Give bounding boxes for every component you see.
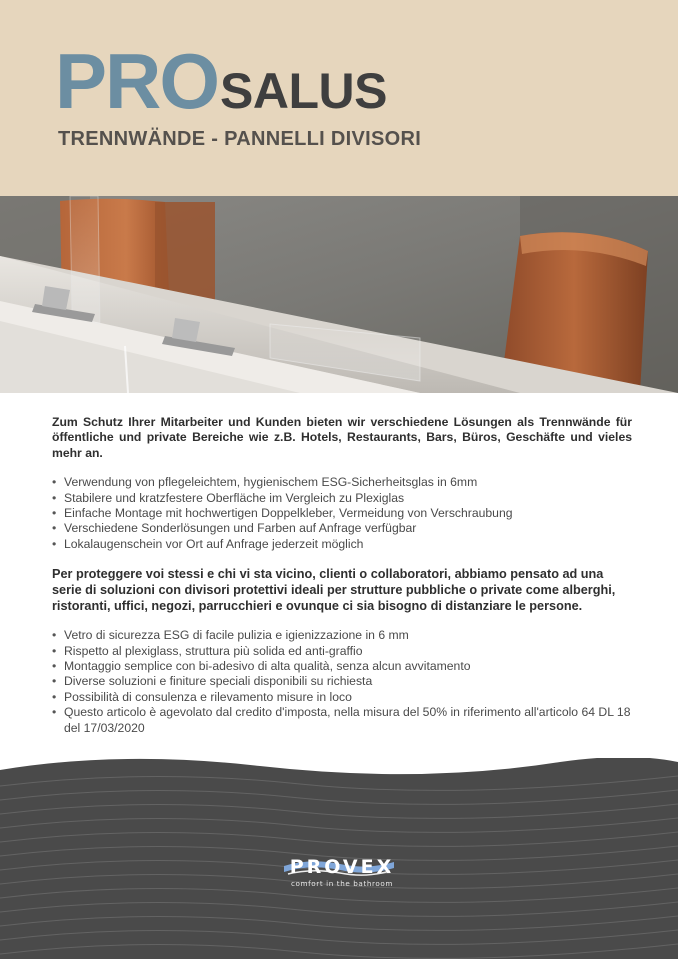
brand-name: PROVEX <box>289 856 395 878</box>
main-content <box>52 415 632 750</box>
brand-tagline: comfort in the bathroom <box>291 879 393 888</box>
page-subtitle: TRENNWÄNDE - PANNELLI DIVISORI <box>58 128 422 150</box>
list-item: • Diverse soluzioni e finiture speciali disponibili su richiesta <box>52 674 632 689</box>
italian-bullet-list <box>52 628 632 736</box>
italian-intro: Per proteggere voi stessi e chi vi sta vicino, clienti o collaboratori, abbiamo pensato ad una serie di soluzioni con divisori protettivi ideali per strutture pubbliche o private come alberghi, ristoranti, uffici, negozi, parrucchieri e ovunque ci sia bisogno di distanziare le persone. <box>52 567 616 614</box>
list-item: • Possibilità di consulenza e rilevamento misure in loco <box>52 690 632 705</box>
list-item: • Questo articolo è agevolato dal credito d'imposta, nella misura del 50% in riferimento all'articolo 64 DL 18 del 17/03/2020 <box>52 705 632 736</box>
list-item: • Verwendung von pflegeleichtem, hygienischem ESG-Sicherheitsglas in 6mm <box>52 475 632 490</box>
list-item: • Stabilere und kratzfestere Oberfläche im Vergleich zu Plexiglas <box>52 491 632 506</box>
german-bullet-list <box>52 475 632 552</box>
footer-brand <box>284 856 400 888</box>
list-item: • Rispetto al plexiglass, struttura più solida ed anti-graffio <box>52 644 632 659</box>
german-intro: Zum Schutz Ihrer Mitarbeiter und Kunden bieten wir verschiedene Lösungen als Trennwände für öffentliche und private Bereiche wie z.B. Hotels, Restaurants, Bars, Büros, Geschäfte und vieles mehr an. <box>52 415 632 460</box>
product-photo <box>0 196 678 393</box>
list-item: • Montaggio semplice con bi-adesivo di alta qualità, senza alcun avvitamento <box>52 659 632 674</box>
list-item: • Vetro di sicurezza ESG di facile pulizia e igienizzazione in 6 mm <box>52 628 632 643</box>
logo-pro-text: PRO <box>55 37 219 125</box>
list-item: • Lokalaugenschein vor Ort auf Anfrage jederzeit möglich <box>52 537 632 552</box>
list-item: • Einfache Montage mit hochwertigen Doppelkleber, Vermeidung von Verschraubung <box>52 506 632 521</box>
header-banner <box>0 0 678 196</box>
product-photo-illustration <box>0 196 678 393</box>
product-logo <box>55 37 387 125</box>
list-item: • Verschiedene Sonderlösungen und Farben auf Anfrage verfügbar <box>52 521 632 536</box>
logo-salus-text: SALUS <box>220 63 387 119</box>
